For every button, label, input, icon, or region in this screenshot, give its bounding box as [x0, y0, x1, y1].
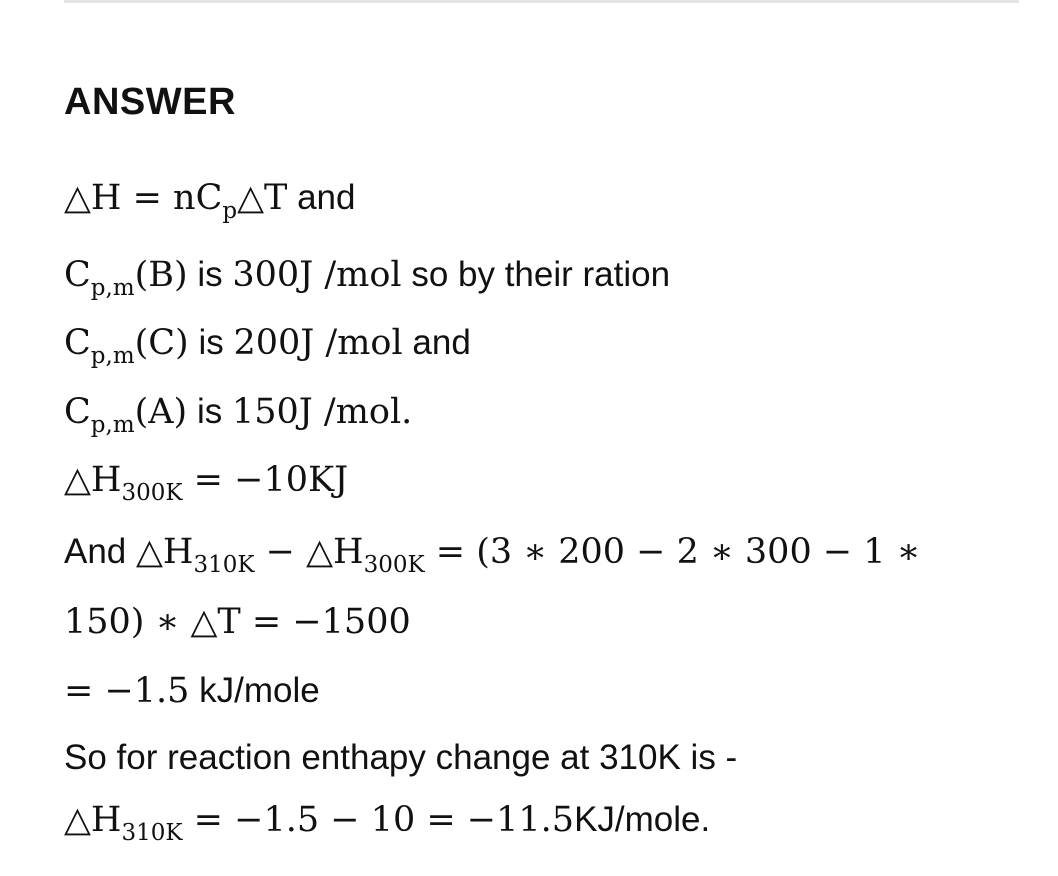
cp-value: 300J /mol — [232, 255, 402, 295]
cp-line-b — [64, 253, 670, 301]
equation-enthalpy-definition — [64, 176, 355, 224]
cp-value: 150J /mol. — [231, 392, 413, 432]
trailing-text: so by their ration — [401, 255, 671, 294]
cp-line-a — [64, 390, 412, 438]
result-kj-line — [64, 669, 320, 713]
final-unit: KJ/mole. — [574, 800, 711, 839]
cp-symbol: C — [64, 255, 91, 295]
temperature-subscript: 300K — [121, 480, 183, 506]
enthalpy-symbol: H — [90, 178, 122, 218]
conclusion-text — [64, 736, 737, 780]
temperature-subscript: 310K — [193, 552, 255, 578]
cp-line-c — [64, 321, 471, 369]
expression: = (3 ∗ 200 − 2 ∗ 300 − 1 ∗ — [424, 532, 921, 572]
delta-t-term: △T — [237, 178, 288, 218]
cp-symbol: C — [64, 392, 91, 432]
enthalpy-300k-line — [64, 458, 348, 506]
expression: 150) ∗ △T = −1500 — [64, 602, 411, 642]
final-expression: = −1.5 − 10 = −11.5 — [182, 800, 575, 840]
result-value: = −1.5 — [64, 671, 190, 711]
final-enthalpy-line — [64, 798, 710, 846]
n-cp-term: nC — [173, 178, 223, 218]
result-unit: kJ/mole — [189, 671, 320, 710]
top-divider — [64, 0, 1019, 3]
temperature-subscript: 300K — [363, 552, 425, 578]
cp-value: 200J /mol — [233, 323, 403, 363]
cp-subscript: p,m — [90, 343, 135, 369]
species-argument: (C) — [134, 323, 189, 363]
is-text: is — [188, 323, 234, 362]
kirchhoff-continuation-line — [64, 600, 411, 644]
cp-subscript: p,m — [90, 275, 135, 301]
conjunction-text: and — [287, 178, 356, 217]
temperature-subscript: 310K — [121, 820, 183, 846]
kirchhoff-equation-line — [64, 530, 920, 578]
and-text: And — [64, 532, 136, 571]
answer-heading: ANSWER — [64, 81, 236, 123]
cp-subscript: p — [222, 198, 238, 224]
delta-symbol: △ — [64, 178, 91, 218]
cp-subscript: p,m — [90, 412, 135, 438]
delta-h-symbol: △H — [64, 460, 122, 500]
is-text: is — [187, 392, 232, 431]
trailing-text: and — [402, 323, 471, 362]
conclusion-sentence: So for reaction enthapy change at 310K is - — [64, 738, 738, 777]
cp-symbol: C — [64, 323, 91, 363]
species-argument: (B) — [134, 255, 188, 295]
delta-h-symbol: △H — [64, 800, 122, 840]
equals-sign: = — [121, 178, 174, 218]
enthalpy-value: = −10KJ — [182, 460, 349, 500]
delta-h-symbol: △H — [136, 532, 194, 572]
species-argument: (A) — [134, 392, 188, 432]
is-text: is — [187, 255, 233, 294]
minus-delta-h: − △H — [254, 532, 364, 572]
